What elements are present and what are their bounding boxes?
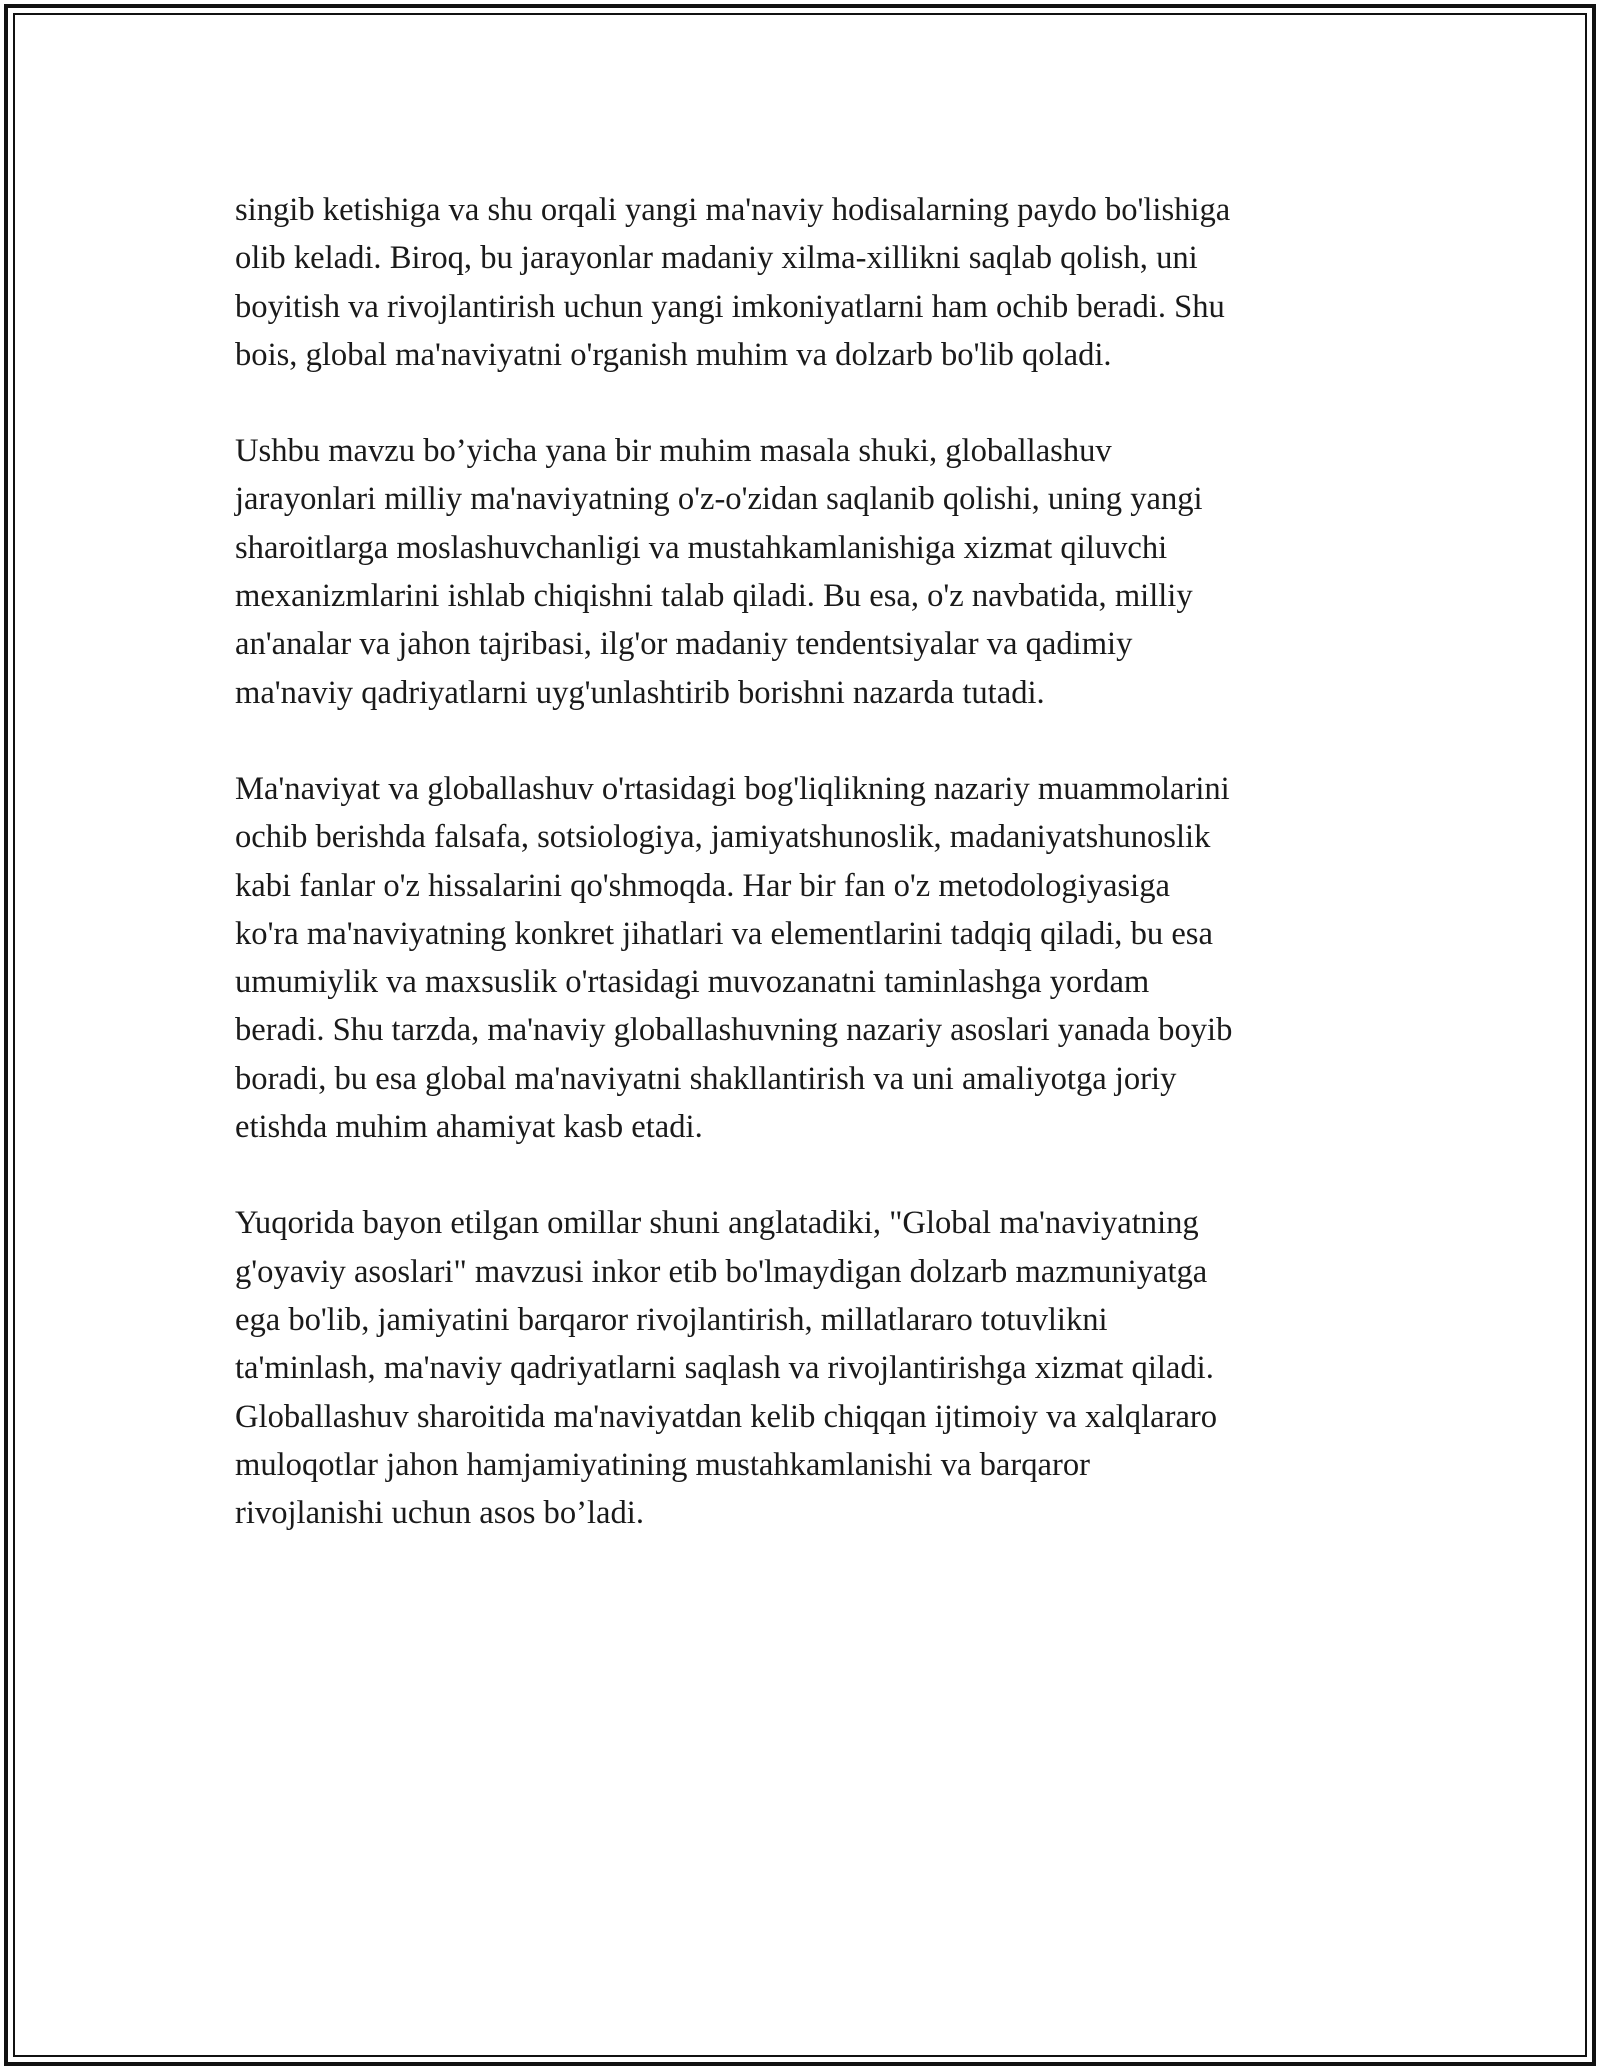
text-line: kabi fanlar o'z hissalarini qo'shmoqda. Har bir fan o'z metodologiyasiga: [235, 867, 1170, 904]
text-line: Ma'naviyat va globallashuv o'rtasidagi bog'liqlikning nazariy muammolarini: [235, 770, 1230, 807]
text-line: rivojlanishi uchun asos bo’ladi.: [235, 1495, 644, 1532]
text-line: ega bo'lib, jamiyatini barqaror rivojlantirish, millatlararo totuvlikni: [235, 1301, 1108, 1338]
paragraph-2: [235, 427, 1365, 717]
text-line: olib keladi. Biroq, bu jarayonlar madaniy xilma-xillikni saqlab qolish, uni: [235, 240, 1198, 277]
text-line: ma'naviy qadriyatlarni uyg'unlashtirib borishni nazarda tutadi.: [235, 674, 1045, 711]
text-line: Globallashuv sharoitida ma'naviyatdan kelib chiqqan ijtimoiy va xalqlararo: [235, 1398, 1218, 1435]
text-line: boyitish va rivojlantirish uchun yangi imkoniyatlarni ham ochib beradi. Shu: [235, 288, 1225, 325]
paragraph-1: [235, 186, 1365, 379]
paragraph-3: [235, 765, 1365, 1151]
text-line: g'oyaviy asoslari" mavzusi inkor etib bo'lmaydigan dolzarb mazmuniyatga: [235, 1253, 1208, 1290]
paragraph-4: [235, 1199, 1365, 1537]
text-line: singib ketishiga va shu orqali yangi ma'naviy hodisalarning paydo bo'lishiga: [235, 192, 1231, 228]
text-line: jarayonlari milliy ma'naviyatning o'z-o'zidan saqlanib qolishi, uning yangi: [235, 481, 1203, 518]
text-line: etishda muhim ahamiyat kasb etadi.: [235, 1109, 703, 1146]
text-line: mexanizmlarini ishlab chiqishni talab qiladi. Bu esa, o'z navbatida, milliy: [235, 578, 1193, 615]
text-line: Yuqorida bayon etilgan omillar shuni anglatadiki, "Global ma'naviyatning: [235, 1205, 1199, 1242]
text-line: beradi. Shu tarzda, ma'naviy globallashuvning nazariy asoslari yanada boyib: [235, 1012, 1233, 1049]
text-line: ta'minlash, ma'naviy qadriyatlarni saqlash va rivojlantirishga xizmat qiladi.: [235, 1350, 1214, 1387]
text-line: ochib berishda falsafa, sotsiologiya, jamiyatshunoslik, madaniyatshunoslik: [235, 819, 1211, 856]
text-line: ko'ra ma'naviyatning konkret jihatlari va elementlarini tadqiq qiladi, bu esa: [235, 915, 1213, 952]
text-line: Ushbu mavzu bo’yicha yana bir muhim masala shuki, globallashuv: [235, 433, 1112, 470]
document-body: [235, 186, 1365, 1585]
text-line: boradi, bu esa global ma'naviyatni shakllantirish va uni amaliyotga joriy: [235, 1060, 1177, 1097]
text-line: an'analar va jahon tajribasi, ilg'or madaniy tendentsiyalar va qadimiy: [235, 626, 1133, 663]
text-line: muloqotlar jahon hamjamiyatining mustahkamlanishi va barqaror: [235, 1446, 1090, 1483]
text-line: bois, global ma'naviyatni o'rganish muhim va dolzarb bo'lib qoladi.: [235, 336, 1112, 373]
text-line: umumiylik va maxsuslik o'rtasidagi muvozanatni taminlashga yordam: [235, 964, 1150, 1001]
text-line: sharoitlarga moslashuvchanligi va mustahkamlanishiga xizmat qiluvchi: [235, 529, 1168, 566]
